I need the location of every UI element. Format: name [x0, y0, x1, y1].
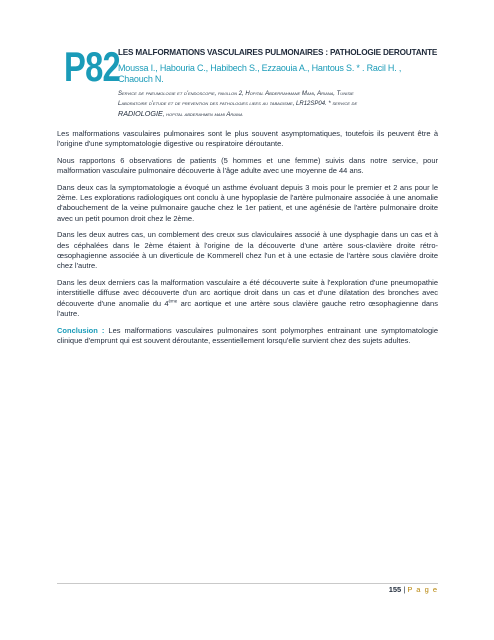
- footer-separator: |: [403, 585, 406, 594]
- paragraph-conclusion: [57, 326, 438, 347]
- paragraph-intro: Les malformations vasculaires pulmonaires sont le plus souvent asymptomatiques, toutefois ils peuvent être à l'origine d'une symptomatologie digestive ou respiratoire déroutante.: [57, 129, 438, 149]
- abstract-code: P82: [64, 43, 120, 90]
- affiliation-line-3-radiologie: RADIOLOGIE: [118, 109, 163, 118]
- superscript-eme: ème: [168, 298, 178, 304]
- conclusion-label: Conclusion :: [57, 325, 105, 335]
- affiliations: [118, 89, 438, 120]
- paragraph-cases-3-4: Dans les deux autres cas, un comblement des creux sus claviculaires associé à une dysphagie dans un cas et à des céphalées dans le 2ème étaient à l'origine de la découverte d'une artère sous-clavière droite rétro-œsophagienne associée à un diverticule de Kommerell chez l'un et à une ectasie de l'artère sous clavière droite chez l'autre.: [57, 230, 438, 271]
- paragraph-cases-5-6-part-2: arc aortique et une artère sous clavière gauche retro œsophagienne dans l'autre.: [57, 298, 438, 319]
- conclusion-text: Les malformations vasculaires pulmonaires sont polymorphes entrainant une symptomatologie clinique d'emprunt qui est souvent déroutante, essentiellement lorsqu'elle survient chez des sujets adultes.: [57, 325, 438, 345]
- page-number: 155: [388, 585, 402, 594]
- affiliation-line-3-rest: , hopital abderahmen mami Ariana: [162, 112, 243, 118]
- page-label: P a g e: [407, 585, 438, 594]
- abstract-title: LES MALFORMATIONS VASCULAIRES PULMONAIRES : PATHOLOGIE DEROUTANTE: [118, 48, 438, 57]
- paragraph-cases-5-6-part-1: Dans les deux derniers cas la malformation vasculaire a été découverte suite à l'exploration d'une pneumopathie interstitielle diffuse avec découverte d'un arc aortique droit dans un cas et d'une dilatation des bronches avec découverte d'une anomalie du 4: [57, 277, 438, 308]
- affiliation-line-1: Service de pneumologie et d'endoscopie, pavillon 2, Hopital Abderrahmane Mami, Ariana, Tunisie: [118, 91, 354, 97]
- page-footer: [389, 585, 438, 595]
- paragraph-cases-1-2: Dans deux cas la symptomatologie a évoqué un asthme évoluant depuis 3 mois pour le premier et 2 ans pour le 2ème. Les explorations radiologiques ont conclu à une hypoplasie de l'artère pulmonaire associée à une anomalie d'abouchement de la veine pulmonaire gauche chez le 1er patient, et une agénésie de l'artère pulmonaire droite avec un petit poumon droit chez le 2ème.: [57, 182, 438, 223]
- abstract-body: [57, 129, 438, 352]
- paragraph-cases-5-6: [57, 278, 438, 320]
- abstract-header: [118, 47, 438, 120]
- affiliation-line-2: Laboratoire d'etude et de prevention des pathologies liees au tabagisme, LR12SP04. * service de: [118, 101, 358, 107]
- author-list: Moussa I., Habouria C., Habibech S., Ezzaouia A., Hantous S. * . Racil H. , Chaouch N.: [118, 63, 402, 84]
- footer-divider: [57, 583, 438, 584]
- paragraph-patients: Nous rapportons 6 observations de patients (5 hommes et une femme) suivis dans notre service, pour malformation vasculaire pulmonaire découverte à l'âge adulte avec une moyenne de 44 ans.: [57, 155, 438, 176]
